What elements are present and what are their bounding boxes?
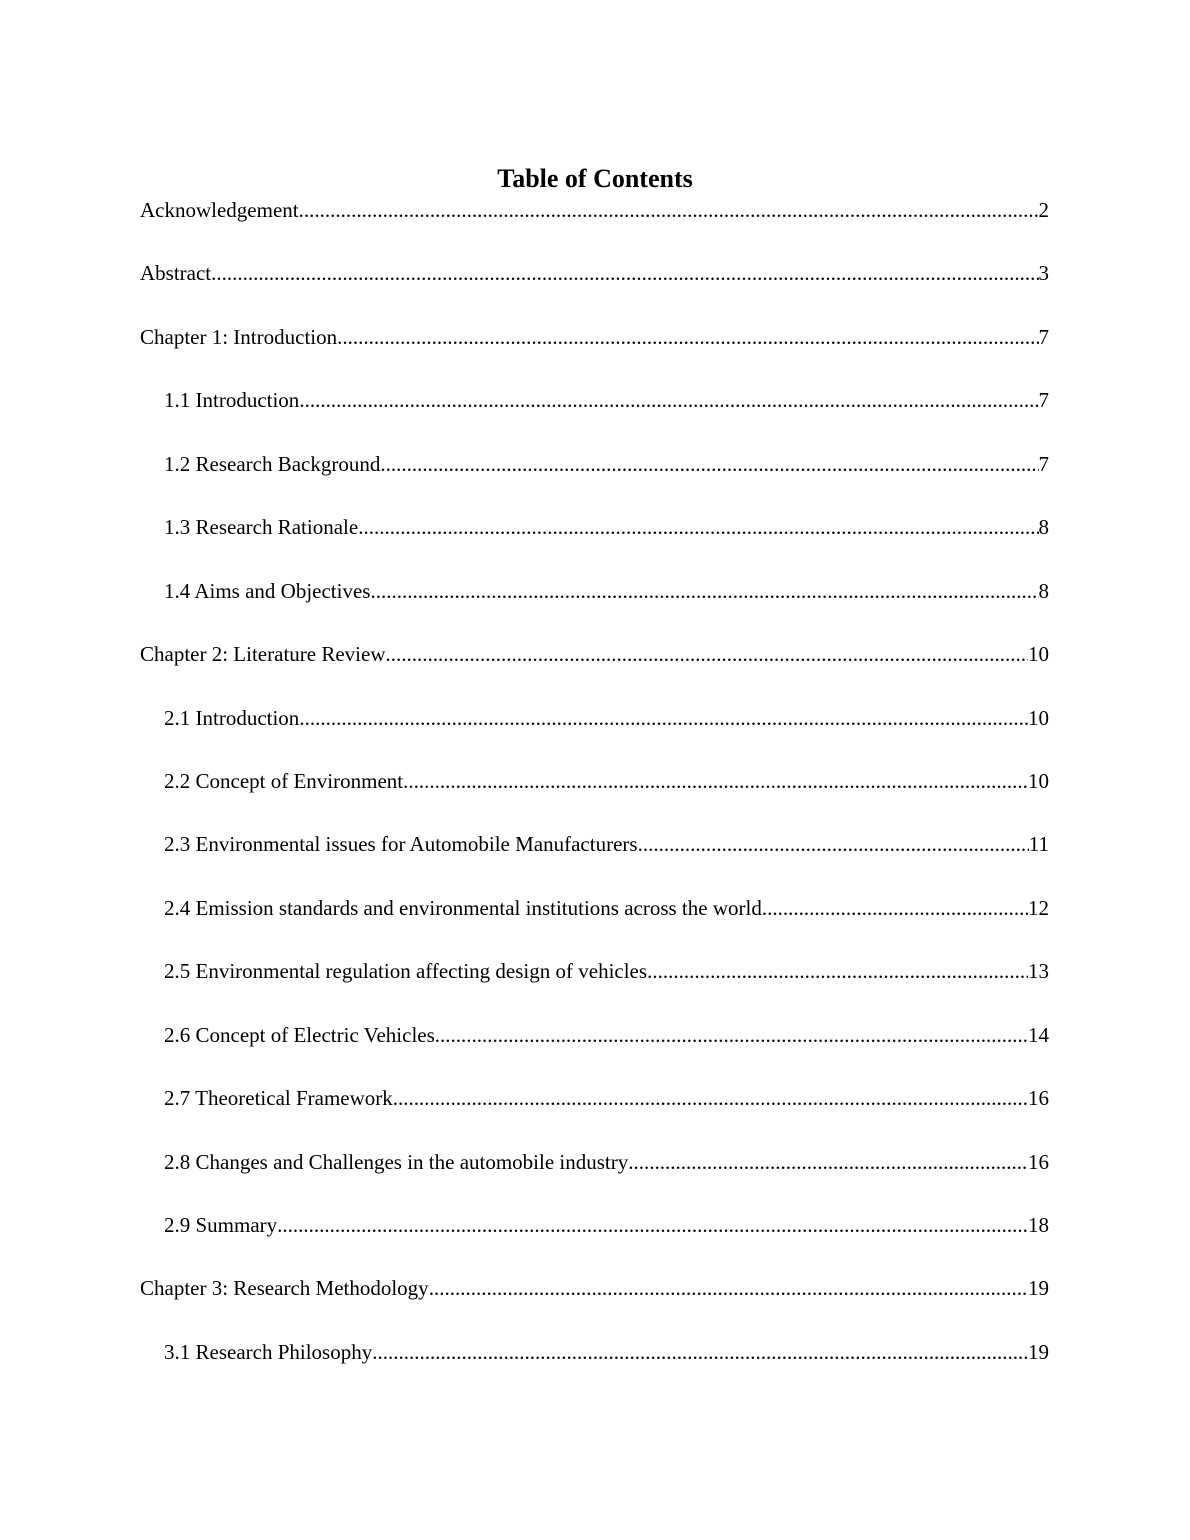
toc-entry-text: 2.1 Introduction (164, 705, 300, 730)
toc-entry[interactable] (140, 258, 1049, 321)
toc-page-number: 7 (1038, 388, 1049, 413)
toc-dot-leader (277, 1210, 1028, 1240)
toc-entry[interactable] (140, 512, 1049, 575)
toc-dot-leader (647, 956, 1028, 986)
toc-entry[interactable] (140, 829, 1049, 892)
toc-dot-leader (358, 512, 1038, 542)
toc-page-number: 8 (1038, 515, 1049, 540)
toc-page-number: 10 (1028, 768, 1049, 793)
toc-entry-text: 3.1 Research Philosophy (164, 1339, 373, 1364)
toc-entry-text: 1.3 Research Rationale (164, 515, 359, 540)
toc-page-number: 19 (1028, 1339, 1049, 1364)
toc-page-number: 7 (1038, 324, 1049, 349)
toc-entry-text: 2.3 Environmental issues for Automobile Manufacturers (164, 832, 638, 857)
toc-entry[interactable] (140, 1147, 1049, 1210)
toc-page-number: 18 (1028, 1213, 1049, 1237)
toc-entry[interactable] (140, 703, 1049, 766)
toc-dot-leader (299, 703, 1028, 733)
toc-entry-text: Abstract (140, 261, 212, 286)
toc-entry-text: 2.8 Changes and Challenges in the automobile industry (164, 1149, 629, 1174)
toc-dot-leader (403, 766, 1028, 796)
toc-page-number: 12 (1028, 895, 1049, 920)
toc-entry-text: 1.1 Introduction (164, 388, 300, 413)
toc-page-number: 3 (1038, 261, 1049, 286)
toc-dot-leader (370, 576, 1038, 606)
toc-entry-text: 1.4 Aims and Objectives (164, 578, 371, 603)
toc-entry[interactable] (140, 766, 1049, 829)
toc-dot-leader (299, 195, 1039, 225)
toc-dot-leader (372, 1337, 1028, 1367)
toc-page-number: 2 (1038, 198, 1049, 222)
toc-entry[interactable] (140, 1273, 1049, 1336)
toc-entry[interactable] (140, 1020, 1049, 1083)
toc-entry-text: 2.5 Environmental regulation affecting design of vehicles (164, 959, 648, 984)
toc-page-number: 10 (1028, 642, 1049, 667)
toc-page-number: 10 (1028, 705, 1049, 730)
toc-page-number: 8 (1038, 578, 1049, 603)
toc-entry[interactable] (140, 385, 1049, 448)
toc-entry[interactable] (140, 956, 1049, 1019)
toc-list (140, 195, 1049, 1400)
toc-dot-leader (762, 893, 1028, 923)
toc-entry[interactable] (140, 576, 1049, 639)
toc-entry[interactable] (140, 1210, 1049, 1273)
toc-dot-leader (299, 385, 1038, 415)
toc-entry[interactable] (140, 449, 1049, 512)
toc-entry[interactable] (140, 1337, 1049, 1400)
toc-entry-text: Chapter 2: Literature Review (140, 642, 386, 667)
toc-dot-leader (337, 322, 1038, 352)
toc-page-number: 19 (1028, 1276, 1049, 1301)
toc-dot-leader (386, 639, 1029, 669)
toc-page-number: 13 (1028, 959, 1049, 984)
toc-dot-leader (380, 449, 1038, 479)
toc-dot-leader (393, 1083, 1028, 1113)
toc-entry-text: 2.7 Theoretical Framework (164, 1086, 393, 1111)
toc-dot-leader (429, 1273, 1028, 1303)
toc-entry[interactable] (140, 195, 1049, 258)
toc-entry-text: 1.2 Research Background (164, 451, 381, 476)
toc-title: Table of Contents (497, 164, 693, 193)
toc-dot-leader (638, 829, 1029, 859)
toc-page-number: 11 (1028, 832, 1049, 857)
toc-page-number: 16 (1028, 1149, 1049, 1174)
toc-page-number: 16 (1028, 1086, 1049, 1111)
toc-dot-leader (628, 1147, 1028, 1177)
toc-entry-text: Chapter 1: Introduction (140, 324, 338, 349)
toc-dot-leader (435, 1020, 1028, 1050)
toc-page-number: 7 (1038, 451, 1049, 476)
toc-dot-leader (211, 258, 1038, 288)
toc-entry[interactable] (140, 639, 1049, 702)
toc-entry-text: Acknowledgement (140, 198, 299, 222)
toc-entry-text: 2.2 Concept of Environment (164, 768, 404, 793)
toc-page-number: 14 (1028, 1022, 1049, 1047)
toc-entry[interactable] (140, 893, 1049, 956)
toc-entry-text: 2.4 Emission standards and environmental institutions across the world (164, 895, 762, 920)
toc-entry-text: Chapter 3: Research Methodology (140, 1276, 429, 1301)
toc-entry-text: 2.6 Concept of Electric Vehicles (164, 1022, 435, 1047)
toc-entry[interactable] (140, 1083, 1049, 1146)
toc-entry[interactable] (140, 322, 1049, 385)
toc-entry-text: 2.9 Summary (164, 1213, 278, 1237)
